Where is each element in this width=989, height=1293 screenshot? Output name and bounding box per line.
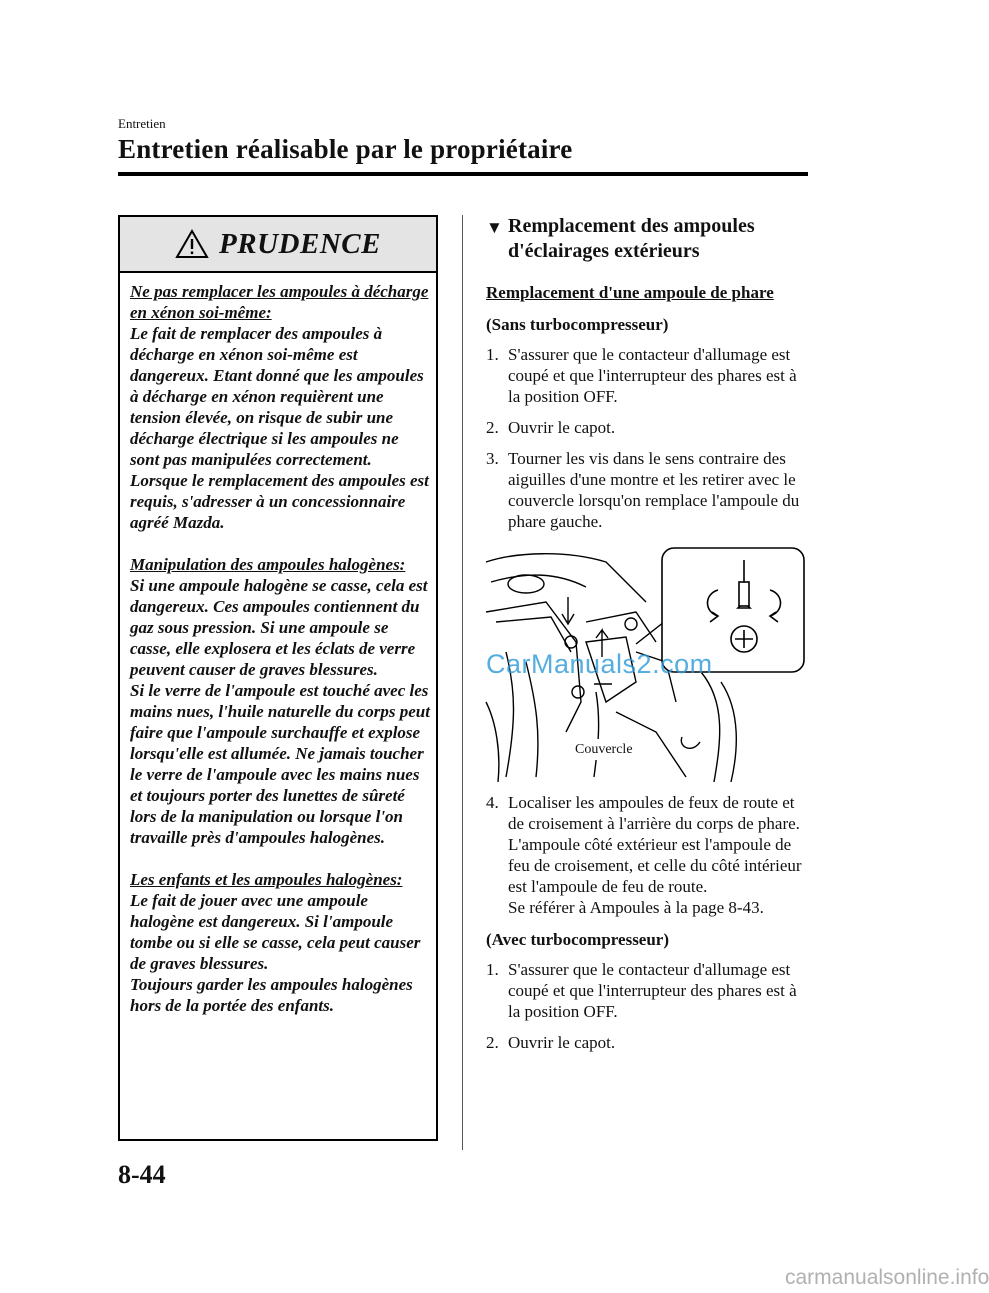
footer-watermark: carmanualsonline.info [785, 1266, 989, 1289]
figure-label-cover: Couvercle [574, 739, 634, 760]
caution-text: Si une ampoule halogène se casse, cela est dangereux. Ces ampoules contiennent du gaz sous pression. Si une ampoule se casse, elle explosera et les éclats de verre peuvent causer de graves blessures. Si le verre de l'ampoule est touché avec les mains nues, l'huile naturelle du corps peut faire que l'ampoule surchauffe et explose lorsqu'elle est allumée. Ne jamais toucher le verre de l'ampoule avec les mains nues et toujours porter des lunettes de sûreté lors de la manipulation ou lorsque l'on travaille près d'ampoules halogènes. [130, 576, 430, 847]
caution-paragraph [130, 554, 430, 848]
header-divider [118, 172, 808, 176]
caution-box [118, 215, 438, 1141]
step-item: 2. Ouvrir le capot. [486, 418, 616, 437]
steps-list [486, 959, 810, 1053]
step-item: 3. Tourner les vis dans le sens contraire des aiguilles d'une montre et les retirer avec le couvercle lorsqu'on remplace l'ampoule du phare gauche. [486, 449, 800, 531]
caution-subheading: Ne pas remplacer les ampoules à décharge en xénon soi-même: [130, 282, 429, 322]
caution-text: Le fait de jouer avec une ampoule halogène est dangereux. Si l'ampoule tombe ou si elle se casse, cela peut causer de graves blessures. Toujours garder les ampoules halogènes hors de la portée des enfants. [130, 891, 421, 1015]
step-item: 4. Localiser les ampoules de feux de route et de croisement à l'arrière du corps de phare. L'ampoule côté extérieur est l'ampoule de feu de croisement, et celle du côté intérieur est l'ampoule de feu de route. Se référer à Ampoules à la page 8-43. [486, 793, 802, 917]
caution-subheading: Manipulation des ampoules halogènes: [130, 555, 406, 574]
steps-list [486, 792, 810, 918]
section-heading-text: Remplacement des ampoules d'éclairages extérieurs [508, 215, 755, 262]
column-divider [462, 215, 463, 1150]
group-label-turbo: (Avec turbocompresseur) [486, 930, 670, 949]
step-item: 1. S'assurer que le contacteur d'allumage est coupé et que l'interrupteur des phares est à la position OFF. [486, 345, 797, 406]
caution-text: Le fait de remplacer des ampoules à décharge en xénon soi-même est dangereux. Etant donné que les ampoules à décharge en xénon requièrent une tension élevée, on risque de subir une décharge électrique si les ampoules ne sont pas manipulées correctement. Lorsque le remplacement des ampoules est requis, s'adresser à un concessionnaire agréé Mazda. [130, 324, 429, 532]
caution-header [120, 217, 436, 273]
step-item: 2. Ouvrir le capot. [486, 1033, 616, 1052]
caution-paragraph [130, 869, 430, 1016]
page-title: Entretien réalisable par le propriétaire [118, 134, 573, 164]
caution-paragraph [130, 281, 430, 533]
caution-body [120, 273, 436, 1016]
watermark: CarManuals2.com [486, 649, 713, 679]
warning-triangle-icon [175, 229, 209, 259]
section-heading [486, 214, 810, 264]
page-number: 8-44 [118, 1160, 166, 1189]
steps-list [486, 344, 810, 532]
group-label-no-turbo: (Sans turbocompresseur) [486, 315, 669, 334]
right-column [486, 214, 810, 1063]
step-item: 1. S'assurer que le contacteur d'allumage est coupé et que l'interrupteur des phares est à la position OFF. [486, 960, 797, 1021]
headlight-cover-figure [486, 542, 808, 782]
section-label: Entretien [118, 116, 166, 131]
subsection-heading: Remplacement d'une ampoule de phare [486, 283, 774, 302]
caution-subheading: Les enfants et les ampoules halogènes: [130, 870, 403, 889]
section-marker-icon: ▼ [486, 218, 503, 237]
caution-title: PRUDENCE [219, 227, 381, 260]
